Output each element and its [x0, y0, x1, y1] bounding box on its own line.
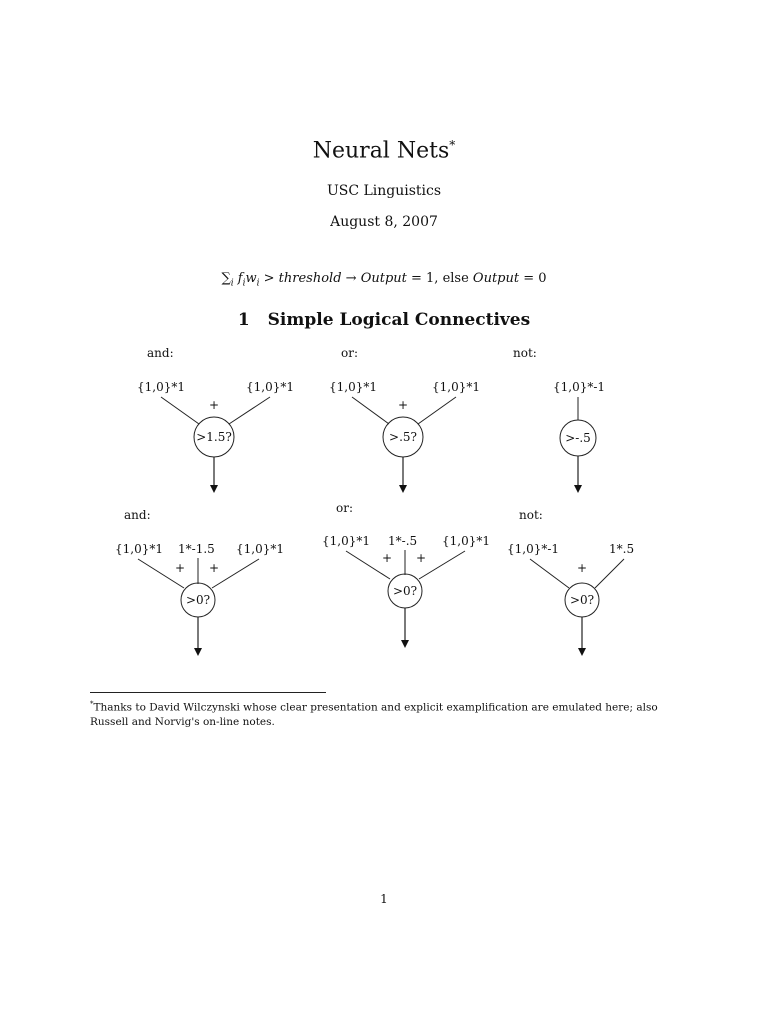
input-right-label: {1,0}*1: [442, 534, 490, 548]
title-footnote-mark: *: [449, 138, 456, 152]
input-left-label: {1,0}*1: [322, 534, 370, 548]
input-right-label: {1,0}*1: [236, 542, 284, 556]
edge-right: [229, 397, 270, 424]
diagram-or-2: [322, 501, 490, 644]
input-right-label: {1,0}*1: [432, 380, 480, 394]
diagram-and-1: [137, 346, 294, 489]
input-left-label: {1,0}*1: [115, 542, 163, 556]
node-label: >0?: [392, 584, 418, 598]
plus-sign-left: +: [175, 561, 186, 575]
node-label: >0?: [185, 593, 211, 607]
plus-sign-right: +: [416, 551, 427, 565]
footnote: [90, 697, 682, 729]
page-number: 1: [380, 892, 388, 906]
edge-left: [161, 397, 199, 424]
diagram-and-2: [115, 508, 284, 652]
diagram-label: not:: [513, 346, 537, 360]
input-left-label: {1,0}*1: [137, 380, 185, 394]
edge-right: [595, 559, 624, 588]
footnote-mark: *: [90, 700, 94, 708]
input-right-label: 1*.5: [609, 542, 635, 556]
section-heading: 1 Simple Logical Connectives: [237, 310, 531, 330]
input-left-label: {1,0}*1: [329, 380, 377, 394]
node-label: >0?: [569, 593, 595, 607]
diagram-label: and:: [124, 508, 151, 522]
page-title: Neural Nets*: [312, 138, 456, 164]
diagram-label: or:: [341, 346, 359, 360]
plus-sign: +: [577, 561, 588, 575]
plus-sign: +: [209, 398, 220, 412]
edge-left: [352, 397, 389, 424]
node-label: >1.5?: [196, 430, 232, 444]
input-right-label: {1,0}*1: [246, 380, 294, 394]
author: USC Linguistics: [326, 183, 442, 199]
diagram-label: or:: [336, 501, 354, 515]
input-mid-label: 1*-1.5: [178, 542, 215, 556]
diagram-or-1: [329, 346, 480, 489]
plus-sign: +: [398, 398, 409, 412]
node-label: >-.5: [565, 431, 591, 445]
footnote-rule: [90, 692, 326, 693]
footnote-text: Thanks to David Wilczynski whose clear presentation and explicit examplification are emulated here; also Russell and Norvig's on-line notes.: [90, 701, 658, 728]
edge-left: [530, 559, 569, 588]
plus-sign-left: +: [382, 551, 393, 565]
threshold-formula: $\sum_i$ $f_iw_i$ > threshold → Output = 1, else Output = 0: [221, 271, 547, 289]
node-label: >.5?: [389, 430, 417, 444]
edge-right: [418, 397, 456, 424]
input-left-label: {1,0}*-1: [507, 542, 560, 556]
diagram-not-2: [507, 508, 634, 652]
plus-sign-right: +: [209, 561, 220, 575]
diagram-label: not:: [519, 508, 543, 522]
input-top-label: {1,0}*-1: [553, 380, 606, 394]
diagram-label: and:: [147, 346, 174, 360]
diagram-not-1: [513, 346, 605, 489]
date: August 8, 2007: [330, 214, 438, 230]
input-mid-label: 1*-.5: [388, 534, 418, 548]
